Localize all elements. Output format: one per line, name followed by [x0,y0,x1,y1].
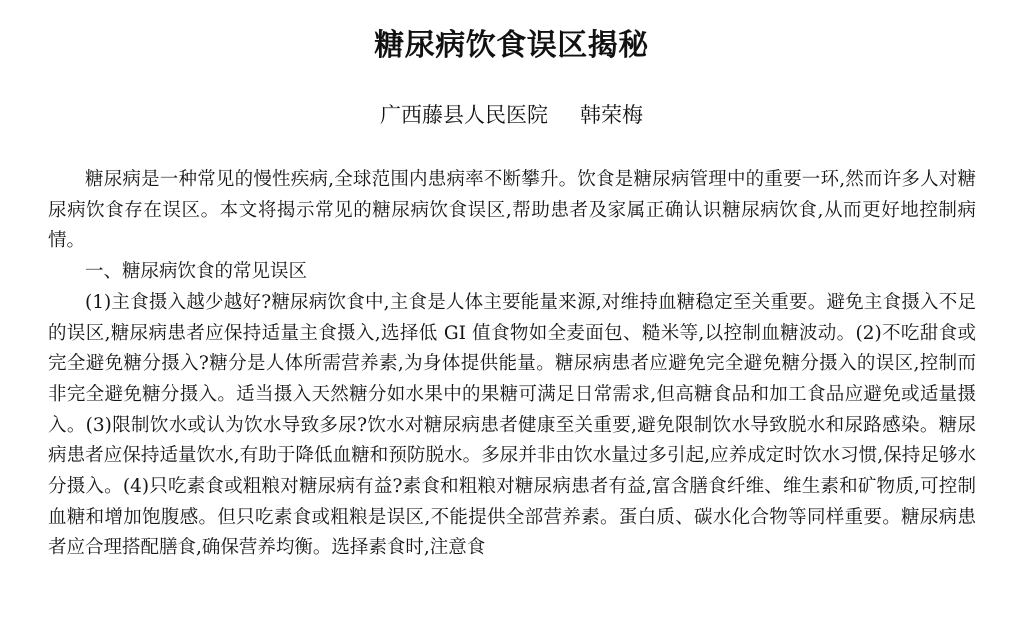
section-paragraph: (1)主食摄入越少越好?糖尿病饮食中,主食是人体主要能量来源,对维持血糖稳定至关重要。避免主食摄入不足的误区,糖尿病患者应保持适量主食摄入,选择低 GI 值食物如全麦面包、糙米等,以控制血糖波动。(2)不吃甜食或完全避免糖分摄入?糖分是人体所需营养素,为身体提供能量。糖尿病患者应避免完全避免糖分摄入的误区,控制而非完全避免糖分摄入。适当摄入天然糖分如水果中的果糖可满足日常需求,但高糖食品和加工食品应避免或适量摄入。(3)限制饮水或认为饮水导致多尿?饮水对糖尿病患者健康至关重要,避免限制饮水导致脱水和尿路感染。糖尿病患者应保持适量饮水,有助于降低血糖和预防脱水。多尿并非由饮水量过多引起,应养成定时饮水习惯,保持足够水分摄入。(4)只吃素食或粗粮对糖尿病有益?素食和粗粮对糖尿病患者有益,富含膳食纤维、维生素和矿物质,可控制血糖和增加饱腹感。但只吃素食或粗粮是误区,不能提供全部营养素。蛋白质、碳水化合物等同样重要。糖尿病患者应合理搭配膳食,确保营养均衡。选择素食时,注意食 [48,291,976,559]
intro-paragraph: 糖尿病是一种常见的慢性疾病,全球范围内患病率不断攀升。饮食是糖尿病管理中的重要一环,然而许多人对糖尿病饮食存在误区。本文将揭示常见的糖尿病饮食误区,帮助患者及家属正确认识糖尿病饮食,从而更好地控制病情。 [48,169,976,252]
section-heading: 一、糖尿病饮食的常见误区 [85,261,308,283]
article-body [48,165,976,564]
page-title: 糖尿病饮食误区揭秘 [374,28,649,63]
scan-fade-overlay [0,572,112,621]
author-institution: 广西藤县人民医院 [380,103,548,127]
byline [0,97,1023,133]
author-name: 韩荣梅 [580,103,643,127]
